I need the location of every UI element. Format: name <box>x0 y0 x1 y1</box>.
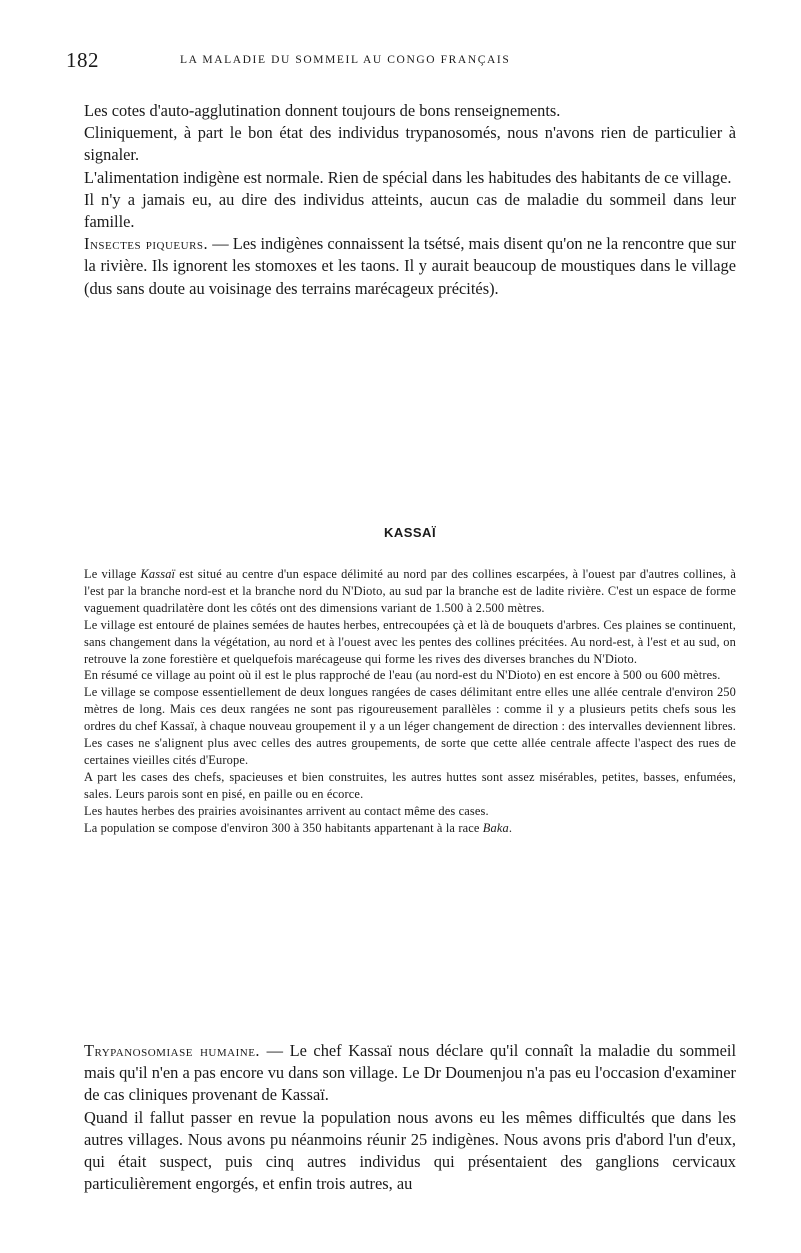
kassai-name: Kassaï <box>140 567 176 581</box>
section-heading-kassai: KASSAÏ <box>383 525 437 540</box>
kassai-p1-start: Le village <box>84 567 141 581</box>
top-text-block <box>84 100 736 300</box>
paragraph-famille: Il n'y a jamais eu, au dire des individus atteints, aucun cas de maladie du sommeil dans leur famille. <box>84 189 736 232</box>
trypanosomiase-text: — Le chef Kassaï nous déclare qu'il connaît la maladie du sommeil mais qu'il n'en a pas encore vu dans son village. Le Dr Doumenjou n'a pas eu l'occasion d'examiner de cas cliniques provenant de Kassaï. <box>84 1041 736 1105</box>
bottom-text-block <box>84 1040 736 1195</box>
kassai-text-block <box>84 566 736 837</box>
running-head <box>60 48 740 78</box>
paragraph-trypanosomiase <box>84 1040 736 1107</box>
paragraph-cliniquement: Cliniquement, à part le bon état des individus trypanosomés, nous n'avons rien de particulier à signaler. <box>84 123 736 165</box>
kassai-race: Baka <box>482 820 509 835</box>
kassai-paragraph-herbes: Les hautes herbes des prairies avoisinantes arrivent au contact même des cases. <box>84 803 489 818</box>
kassai-p1-rest: est situé au centre d'un espace délimité au nord par des collines escarpées, à l'ouest par d'autres collines, à l'est par la branche nord-est et la branche nord du N'Dioto, au sud par la branche est de ladite rivière. C'est un espace de forme vaguement quadrilatère dont les côtés ont des dimensions variant de 1.500 à 2.500 mètres. <box>84 567 737 615</box>
paragraph-insectes <box>84 233 736 300</box>
kassai-paragraph-situation <box>84 566 736 617</box>
paragraph-alimentation: L'alimentation indigène est normale. Rien de spécial dans les habitudes des habitants de ce village. <box>84 167 732 187</box>
running-title: LA MALADIE DU SOMMEIL AU CONGO FRANÇAIS <box>180 54 511 66</box>
insectes-text: — Les indigènes connaissent la tsétsé, mais disent qu'on ne la rencontre que sur la rivière. Ils ignorent les stomoxes et les taons. Il y aurait beaucoup de moustiques dans le village (dus sans doute au voisinage des terrains marécageux précités). <box>84 234 736 298</box>
kassai-paragraph-population <box>84 820 736 837</box>
kassai-paragraph-plaines: Le village est entouré de plaines semées de hautes herbes, entrecoupées çà et là de bouquets d'arbres. Ces plaines se continuent, sans changement dans la végétation, au nord et à l'ouest avec les pentes des collines précitées. Au nord-est, à l'est et au sud, on retrouve la zone forestière et quelquefois marécageuse qui forme les rives des diverses branches du N'Dioto. <box>84 617 736 666</box>
kassai-paragraph-resume: En résumé ce village au point où il est le plus rapproché de l'eau (au nord-est du N'Dioto) en est encore à 500 ou 600 mètres. <box>84 668 721 683</box>
paragraph-agglutination: Les cotes d'auto-agglutination donnent toujours de bons renseignements. <box>84 101 561 120</box>
paragraph-revue-population: Quand il fallut passer en revue la population nous avons eu les mêmes difficultés que dans les autres villages. Nous avons pu néanmoins réunir 25 indigènes. Nous avons pris d'abord l'un d'eux, qui était suspect, puis cinq autres individus qui présentaient des ganglions cervicaux particulièrement engorgés, et enfin trois autres, au <box>84 1107 736 1194</box>
kassai-paragraph-composition: Le village se compose essentiellement de deux longues rangées de cases délimitant entre elles une allée centrale d'environ 250 mètres de long. Mais ces deux rangées ne sont pas rigoureusement parallèles : comme il y a plusieurs petits chefs sous les ordres du chef Kassaï, à chaque nouveau groupement il y a un léger changement de direction : des intervalles deviennent libres. Les cases ne s'alignent plus avec celles des autres groupements, de sorte que cette allée centrale affecte l'aspect des rues de certaines vieilles cités d'Europe. <box>84 685 736 767</box>
kassai-paragraph-cases: A part les cases des chefs, spacieuses et bien construites, les autres huttes sont assez misérables, petites, basses, enfumées, sales. Leurs parois sont en pisé, en paille ou en écorce. <box>84 769 736 801</box>
trypanosomiase-label: Trypanosomiase humaine. <box>84 1041 261 1060</box>
kassai-p7-start: La population se compose d'environ 300 à 350 habitants appartenant à la race <box>84 820 483 835</box>
kassai-p7-end: . <box>508 820 513 835</box>
insectes-label: Insectes piqueurs. <box>84 234 209 254</box>
page-number: 182 <box>66 48 99 72</box>
